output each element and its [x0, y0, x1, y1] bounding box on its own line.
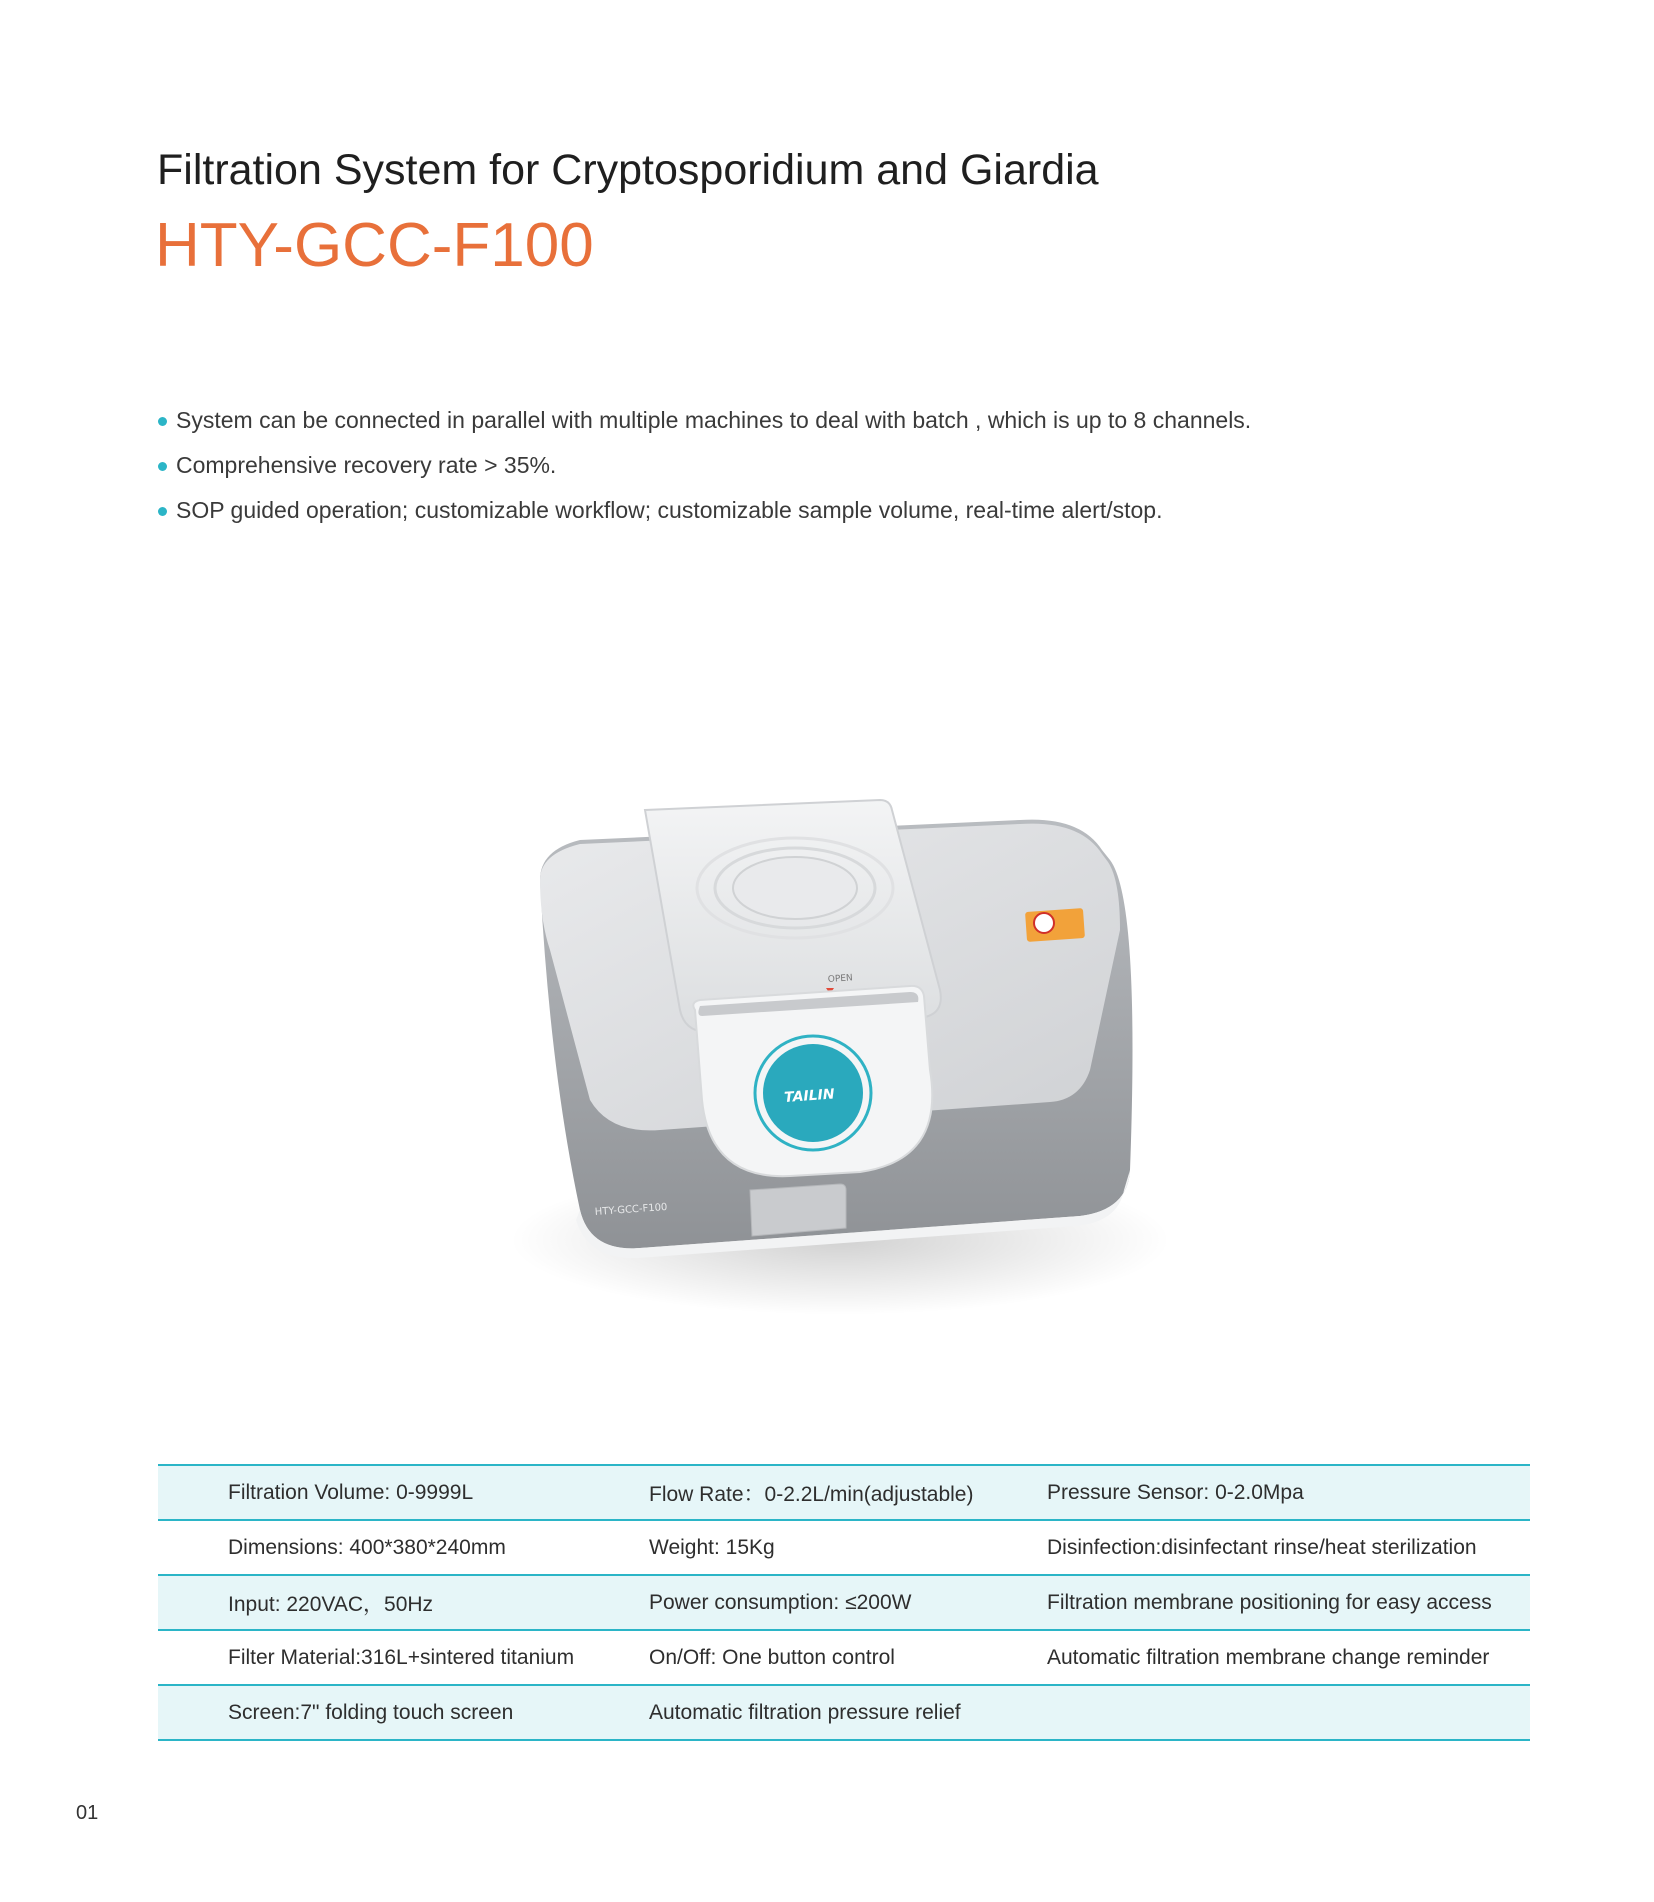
spec-cell: Pressure Sensor: 0-2.0Mpa: [1047, 1465, 1530, 1520]
brand-logo: TAILIN: [783, 1086, 836, 1106]
table-row: [158, 1685, 1530, 1740]
spec-cell: Input: 220VAC，50Hz: [158, 1575, 649, 1630]
table-row: [158, 1630, 1530, 1685]
spec-cell: Automatic filtration membrane change reminder: [1047, 1630, 1530, 1685]
spec-cell: Flow Rate：0-2.2L/min(adjustable): [649, 1465, 1047, 1520]
spec-cell: Filtration Volume: 0-9999L: [158, 1465, 649, 1520]
device-model-label: HTY-GCC-F100: [594, 1201, 668, 1218]
spec-cell: Filtration membrane positioning for easy access: [1047, 1575, 1530, 1630]
feature-text: SOP guided operation; customizable workflow; customizable sample volume, real-time alert/stop.: [176, 497, 1163, 523]
specs-table: [158, 1464, 1530, 1741]
bullet-dot-icon: [158, 417, 167, 426]
feature-text: System can be connected in parallel with multiple machines to deal with batch , which is up to 8 channels.: [176, 407, 1252, 433]
feature-item: [157, 443, 1251, 488]
spec-cell: Filter Material:316L+sintered titanium: [158, 1630, 649, 1685]
feature-text: Comprehensive recovery rate > 35%.: [176, 452, 557, 478]
feature-item: [157, 398, 1251, 443]
spec-cell: Weight: 15Kg: [649, 1520, 1047, 1575]
page-number: 01: [76, 1802, 99, 1824]
model-name: HTY-GCC-F100: [155, 211, 594, 280]
spec-cell: Disinfection:disinfectant rinse/heat sterilization: [1047, 1520, 1530, 1575]
table-row: [158, 1465, 1530, 1520]
feature-item: [157, 488, 1251, 533]
spec-cell: On/Off: One button control: [649, 1630, 1047, 1685]
product-image: [440, 770, 1240, 1350]
table-row: [158, 1575, 1530, 1630]
table-row: [158, 1520, 1530, 1575]
feature-list: [157, 398, 1251, 533]
bullet-dot-icon: [158, 462, 167, 471]
power-button: [750, 1184, 846, 1236]
spec-cell: Automatic filtration pressure relief: [649, 1685, 1047, 1740]
spec-cell: [1047, 1685, 1530, 1740]
spec-cell: Power consumption: ≤200W: [649, 1575, 1047, 1630]
spec-cell: Dimensions: 400*380*240mm: [158, 1520, 649, 1575]
spec-cell: Screen:7" folding touch screen: [158, 1685, 649, 1740]
open-label: OPEN: [827, 973, 854, 985]
warning-icon: [1034, 913, 1054, 933]
page-title: Filtration System for Cryptosporidium and Giardia: [157, 146, 1099, 194]
bullet-dot-icon: [158, 507, 167, 516]
